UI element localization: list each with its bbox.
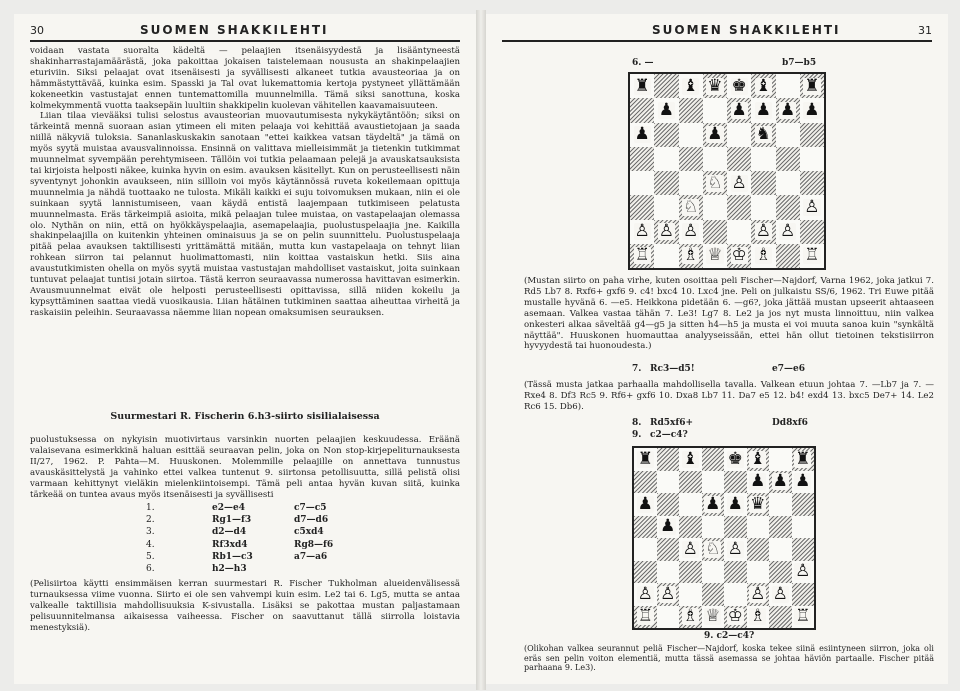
comment-text: (Olikohan valkea seurannut peliä Fischer—Najdorf, koska tekee siinä esiintyneen siirron, joka oli eräs sen pelin voiton elementiä, mutta tässä asemassa se johtaa häviön partaalle. Fischer pitää parhaana 9. Le3). bbox=[524, 644, 934, 673]
board-square bbox=[657, 538, 680, 561]
right-page bbox=[486, 14, 948, 684]
chess-diagram-2 bbox=[632, 446, 816, 630]
white-move: Rc3—d5! bbox=[650, 364, 695, 374]
white-rook-icon: ♖ bbox=[637, 606, 653, 627]
move-number: 8. bbox=[632, 418, 642, 428]
board-square bbox=[679, 471, 702, 494]
board-square bbox=[747, 538, 770, 561]
move-number: 6. bbox=[146, 564, 155, 575]
board-square bbox=[702, 493, 725, 516]
move-number: 5. bbox=[146, 551, 155, 562]
black-pawn-icon: ♟ bbox=[772, 471, 788, 492]
board-square bbox=[657, 561, 680, 584]
board-square bbox=[800, 147, 824, 171]
black-move bbox=[288, 563, 339, 575]
board-square bbox=[634, 538, 657, 561]
game-intro bbox=[30, 435, 460, 500]
board-square bbox=[703, 147, 727, 171]
closing-note-text: (Pelisiirtoa käytti ensimmäisen kerran suurmestari R. Fischer Tukholman alueidenvälisessä turnauksessa viime vuonna. Siirto ei ole sen vahvempi kuin esim. Le2 tai 6. Lg5, mutta se antaa valkealle taktillisia mahdollisuuksia K-sivustalla. Lisäksi se pakottaa mustan paljastamaan pelisuunnitelmansa aikaisessa vaiheessa. Fischer on saavuttanut tällä siirrolla loistavia menestyksiä). bbox=[30, 579, 460, 633]
board-square bbox=[800, 220, 824, 244]
black-move: e7—e6 bbox=[772, 364, 805, 374]
board-square bbox=[800, 123, 824, 147]
board-square bbox=[702, 448, 725, 471]
black-queen-icon: ♛ bbox=[707, 75, 723, 96]
white-pawn-icon: ♙ bbox=[750, 583, 766, 604]
comment-1 bbox=[524, 276, 934, 352]
white-move: d2—d4 bbox=[212, 527, 247, 538]
board-square bbox=[800, 98, 824, 122]
board-square bbox=[776, 220, 800, 244]
move-row bbox=[140, 563, 339, 575]
board-square bbox=[776, 123, 800, 147]
black-pawn-icon: ♟ bbox=[804, 99, 820, 120]
board-square bbox=[703, 123, 727, 147]
diagram2-caption: 9. c2—c4? bbox=[704, 631, 755, 641]
board-square bbox=[724, 471, 747, 494]
board-square bbox=[727, 74, 751, 98]
board-square bbox=[679, 123, 703, 147]
black-pawn-icon: ♟ bbox=[634, 124, 650, 145]
white-king-icon: ♔ bbox=[731, 245, 747, 266]
board-square bbox=[630, 244, 654, 268]
board-square bbox=[724, 493, 747, 516]
white-pawn-icon: ♙ bbox=[727, 538, 743, 559]
black-pawn-icon: ♟ bbox=[660, 516, 676, 537]
comment-text: (Tässä musta jatkaa parhaalla mahdollisella tavalla. Valkean etuun johtaa 7. —Lb7 ja 7. —Rxe4 8. Df3 Rc5 9. Rf6+ gxf6 10. Dxa8 Lb7 11. Da7 e5 12. b4! exd4 13. bxc5 De7+ 14. Le2 Rc6 15. Db6). bbox=[524, 380, 934, 412]
board-square bbox=[751, 123, 775, 147]
board-square bbox=[630, 123, 654, 147]
white-pawn-icon: ♙ bbox=[780, 221, 796, 242]
board-square bbox=[654, 98, 678, 122]
board-square bbox=[679, 98, 703, 122]
intro-text bbox=[30, 46, 460, 319]
black-pawn-icon: ♟ bbox=[780, 99, 796, 120]
board-square bbox=[747, 606, 770, 629]
board-square bbox=[724, 538, 747, 561]
board-square bbox=[769, 493, 792, 516]
move-row bbox=[140, 514, 339, 526]
white-move: e2—e4 bbox=[212, 503, 245, 513]
black-king-icon: ♚ bbox=[731, 75, 747, 96]
black-bishop-icon: ♝ bbox=[682, 448, 698, 469]
white-pawn-icon: ♙ bbox=[658, 221, 674, 242]
board-square bbox=[654, 171, 678, 195]
white-pawn-icon: ♙ bbox=[804, 196, 820, 217]
move-row bbox=[140, 539, 339, 551]
board-square bbox=[702, 561, 725, 584]
board-square bbox=[751, 220, 775, 244]
board-square bbox=[724, 606, 747, 629]
diagram1-caption-right: b7—b5 bbox=[782, 58, 817, 68]
board-square bbox=[792, 606, 815, 629]
board-square bbox=[634, 493, 657, 516]
white-rook-icon: ♖ bbox=[795, 606, 811, 627]
black-pawn-icon: ♟ bbox=[750, 471, 766, 492]
black-move: Dd8xf6 bbox=[772, 418, 808, 428]
black-king-icon: ♚ bbox=[727, 448, 743, 469]
intro-paragraph: voidaan vastata suoralta kädeltä — pelaajien itsenäisyydestä ja lisääntyneestä shakinharrastajamäärästä, joka pakoittaa jokaisen taistelemaan noususta an shakinpelaajien eturiviin. Siksi pelaajat ovat itsenäisesti ja syvällisesti alkaneet tutkia avausteoriaa ja on hämmästyttävää, kuinka esim. Spasski ja Tal ovat lukemattomia kertoja pystyneet yllättämään kokeneetkin vastustajat ennen tuntemattomilla muunnelmilla. Tämä siksi sanottuna, koska kolmekymmentä vuotta taaksepäin luultiin shakkipelin kuolevan vähitellen kaavamaisuuteen. bbox=[30, 46, 460, 111]
white-pawn-icon: ♙ bbox=[637, 583, 653, 604]
board-square bbox=[679, 244, 703, 268]
board-square bbox=[679, 583, 702, 606]
move-number: 7. bbox=[632, 364, 642, 374]
board-square bbox=[630, 220, 654, 244]
board-square bbox=[679, 606, 702, 629]
board-square bbox=[724, 561, 747, 584]
board-square bbox=[776, 74, 800, 98]
board-square bbox=[769, 471, 792, 494]
board-square bbox=[776, 195, 800, 219]
board-square bbox=[724, 583, 747, 606]
black-move: c5xd4 bbox=[294, 527, 324, 538]
board-square bbox=[769, 448, 792, 471]
board-square bbox=[634, 448, 657, 471]
board-square bbox=[679, 171, 703, 195]
white-pawn-icon: ♙ bbox=[634, 221, 650, 242]
black-pawn-icon: ♟ bbox=[658, 99, 674, 120]
board-square bbox=[702, 471, 725, 494]
move-number: 9. bbox=[632, 430, 642, 440]
black-move: d7—d6 bbox=[294, 515, 329, 526]
black-bishop-icon: ♝ bbox=[755, 75, 771, 96]
board-square bbox=[703, 244, 727, 268]
board-square bbox=[703, 195, 727, 219]
board-square bbox=[703, 98, 727, 122]
board-square bbox=[769, 561, 792, 584]
board-square bbox=[630, 171, 654, 195]
intro-paragraph: Liian tilaa vievääksi tulisi selostus avausteorian muovautumisesta nykykäytäntöön; siksi on tärkeintä mennä suoraan asian ytimeen eli miten pelaaja voi kehittää avaustietojaan ja saada niillä näkyviä tuloksia. Sananlaskuskakin sanotaan "ettei kaikkea vatsan täydeltä" ja tämä on myös syytä muistaa avausvalinnoissa. Ensinnä on valittava mielleisimmät ja tietenkin tutkimmat muunnelmat syvempään perehtymiseen. Tällöin voi tutkia pelaamaan pelejä ja avauskatsauksista tai kirjoista helposti näkee, kuinka hyvin on esim. avauksen käsitellyt. Kun on perusteellisesti näin syventynyt johonkin avaukseen, niin sillloin voi myös käytännössä ruveta kokeilemaan opittuja muunnelmia ja nähdä tuottaako ne tulosta. Mikäli kaikki ei suju toivomuksen mukaan, niin ei ole suinkaan syytä lannistumiseen, vaan käydä entistä laajempaan tutkimiseen pelatusta muunnelmasta. Eräs tärkeimpiä asioita, mikä pelaajan tulee muistaa, on vastapelaajan olemassa olo. Nythän on niin, että on hyökkäyspelaajia, asemapelaajia, puolustuspelaajia jne. Kaikilla shakinpelaajilla on kuitenkin yhteinen ominaisuus ja se on pelin suunnittelu. Puolustuspelaaja pitää pelaa avauksen taktillisesti yrittämättä mitään, mutta kun vastapelaaja on tehnyt liian rohkean siirron tai pelannut huolimattomasti, niin koittaa vastaiskun hetki. Siis aina avaustutkimisten ohella on myös syytä muistaa vastustajan mahdolliset vastaiskut, joita suinkaan tuntuvat pelaajat tuntisi jotain siirtoa. Tästä kerron seuraavassa numerossa havittavan esimerkin. Avausmuunnelmat eivät ole helposti perusteellisesti opittavissa, sillä niiden kokeilu ja kypsyttäminen saattaa viedä vuosikausia. Liian hätäinen tutkiminen saattaa aiheuttaa virheitä ja raskaisiin peleihin. Seuraavassa näemme liian nopean omaksumisen seurauksen. bbox=[30, 111, 460, 318]
board-square bbox=[657, 516, 680, 539]
board-square bbox=[724, 448, 747, 471]
white-pawn-icon: ♙ bbox=[731, 172, 747, 193]
black-bishop-icon: ♝ bbox=[683, 75, 699, 96]
board-square bbox=[634, 606, 657, 629]
board-square bbox=[800, 171, 824, 195]
board-square bbox=[654, 220, 678, 244]
board-square bbox=[792, 561, 815, 584]
board-square bbox=[747, 583, 770, 606]
board-square bbox=[747, 448, 770, 471]
board-square bbox=[702, 583, 725, 606]
board-square bbox=[751, 244, 775, 268]
white-pawn-icon: ♙ bbox=[772, 583, 788, 604]
board-square bbox=[769, 606, 792, 629]
white-bishop-icon: ♗ bbox=[683, 245, 699, 266]
white-pawn-icon: ♙ bbox=[683, 221, 699, 242]
board-square bbox=[630, 98, 654, 122]
white-move: Rf3xd4 bbox=[212, 539, 248, 550]
board-square bbox=[657, 583, 680, 606]
white-bishop-icon: ♗ bbox=[750, 606, 766, 627]
comment-3 bbox=[524, 644, 934, 673]
white-knight-icon: ♘ bbox=[683, 196, 699, 217]
board-square bbox=[727, 195, 751, 219]
board-square bbox=[654, 244, 678, 268]
black-knight-icon: ♞ bbox=[755, 124, 771, 145]
board-square bbox=[724, 516, 747, 539]
move-number: 4. bbox=[146, 539, 155, 550]
board-square bbox=[751, 74, 775, 98]
white-move: Rb1—c3 bbox=[212, 551, 253, 562]
running-title: SUOMEN SHAKKILEHTI bbox=[140, 23, 329, 37]
black-move: a7—a6 bbox=[294, 551, 328, 562]
page-number: 31 bbox=[918, 24, 932, 37]
board-square bbox=[679, 448, 702, 471]
board-square bbox=[792, 538, 815, 561]
board-square bbox=[747, 471, 770, 494]
board-square bbox=[769, 538, 792, 561]
board-square bbox=[630, 195, 654, 219]
board-square bbox=[679, 561, 702, 584]
page-number: 30 bbox=[30, 24, 44, 37]
board-square bbox=[800, 244, 824, 268]
board-square bbox=[776, 171, 800, 195]
board-square bbox=[630, 147, 654, 171]
board-square bbox=[703, 220, 727, 244]
white-move: Rg1—f3 bbox=[212, 515, 252, 526]
board-square bbox=[769, 516, 792, 539]
move-number: 1. bbox=[146, 503, 155, 513]
black-pawn-icon: ♟ bbox=[727, 493, 743, 514]
board-square bbox=[702, 538, 725, 561]
board-square bbox=[747, 516, 770, 539]
board-square bbox=[703, 171, 727, 195]
board-square bbox=[776, 147, 800, 171]
left-page bbox=[14, 14, 476, 684]
book-gutter bbox=[476, 10, 486, 690]
board-square bbox=[654, 195, 678, 219]
black-pawn-icon: ♟ bbox=[707, 124, 723, 145]
diagram1-caption-left: 6. — bbox=[632, 58, 654, 68]
white-pawn-icon: ♙ bbox=[795, 561, 811, 582]
move-row bbox=[140, 502, 339, 514]
white-king-icon: ♔ bbox=[727, 606, 743, 627]
game-intro-paragraph: puolustuksessa on nykyisin muotivirtaus varsinkin nuorten pelaajien keskuudessa. Eräänä valaisevana esimerkkinä haluan esittää seuraavan pelin, joka on Non stop-kirjepeliturnauksesta II/27, 1962. P. Pahta—M. Huuskonen. Molemmille pelaajille on annettava tunnustus avauskäsittelystä ja vahinko ettei valkea tuntenut 9. siirtonsa petollisuutta, sillä pelistä olisi varmaan kehittynyt vieläkin mielenkiintoisempi. Tämä peli antaa hyvän kuvan siitä, kuinka tärkeää on tuntea avaus myös itsenäisesti ja syvällisesti bbox=[30, 435, 460, 500]
black-pawn-icon: ♟ bbox=[731, 99, 747, 120]
board-square bbox=[747, 493, 770, 516]
closing-note bbox=[30, 579, 460, 634]
board-square bbox=[751, 195, 775, 219]
comment-text: (Mustan siirto on paha virhe, kuten osoittaa peli Fischer—Najdorf, Varna 1962, joka jatkui 7. Rd5 Lb7 8. Rxf6+ gxf6 9. c4! bxc4 10. Lxc4 jne. Peli on julkaistu SS/6, 1962. Tri Euwe pitää mustalle hyvänä 6. —e5. Heikkona pidetään 6. —g6?, joka jättää mustan upseerit ahtaaseen asemaan. Valkea vastaa tähän 7. Le3! Lg7 8. Le2 ja jos nyt musta linnoittuu, niin valkea onkesteri alkaa sävelt​ää g4—g5 ja sitten h4—h5 ja musta ei voi muuta sanoa kuin "synkältä näyttää". Huuskonen huomauttaa analyyseissään, ettei hän ollut tietoinen tekstisiirron hyvyydestä tai huonoudesta.) bbox=[524, 276, 934, 352]
running-title: SUOMEN SHAKKILEHTI bbox=[652, 23, 841, 37]
right-running-head bbox=[502, 20, 932, 42]
board-square bbox=[800, 74, 824, 98]
opening-moves bbox=[140, 502, 339, 575]
black-pawn-icon: ♟ bbox=[755, 99, 771, 120]
comment-2 bbox=[524, 380, 934, 413]
board-square bbox=[657, 606, 680, 629]
black-rook-icon: ♜ bbox=[804, 75, 820, 96]
board-square bbox=[751, 98, 775, 122]
board-square bbox=[747, 561, 770, 584]
white-move: h2—h3 bbox=[212, 564, 247, 575]
black-rook-icon: ♜ bbox=[634, 75, 650, 96]
board-square bbox=[702, 516, 725, 539]
black-move: c7—c5 bbox=[294, 503, 327, 513]
board-square bbox=[654, 74, 678, 98]
board-square bbox=[634, 471, 657, 494]
black-pawn-icon: ♟ bbox=[637, 493, 653, 514]
board-square bbox=[703, 74, 727, 98]
white-queen-icon: ♕ bbox=[705, 606, 721, 627]
board-square bbox=[634, 583, 657, 606]
board-square bbox=[727, 98, 751, 122]
board-square bbox=[679, 74, 703, 98]
black-pawn-icon: ♟ bbox=[795, 471, 811, 492]
white-knight-icon: ♘ bbox=[705, 538, 721, 559]
board-square bbox=[679, 195, 703, 219]
white-queen-icon: ♕ bbox=[707, 245, 723, 266]
board-square bbox=[679, 516, 702, 539]
black-rook-icon: ♜ bbox=[795, 448, 811, 469]
black-bishop-icon: ♝ bbox=[750, 448, 766, 469]
black-rook-icon: ♜ bbox=[637, 448, 653, 469]
white-pawn-icon: ♙ bbox=[660, 583, 676, 604]
white-rook-icon: ♖ bbox=[804, 245, 820, 266]
board-square bbox=[792, 583, 815, 606]
board-square bbox=[776, 244, 800, 268]
board-square bbox=[679, 538, 702, 561]
board-square bbox=[702, 606, 725, 629]
white-move: Rd5xf6+ bbox=[650, 418, 694, 428]
game-heading: Suurmestari R. Fischerin 6.h3-siirto sisilialaisessa bbox=[110, 411, 380, 422]
left-running-head bbox=[30, 20, 460, 42]
black-move: Rg8—f6 bbox=[294, 539, 334, 550]
board-square bbox=[792, 471, 815, 494]
board-square bbox=[800, 195, 824, 219]
board-square bbox=[727, 147, 751, 171]
board-square bbox=[679, 220, 703, 244]
board-square bbox=[727, 244, 751, 268]
chess-diagram-1 bbox=[628, 72, 826, 270]
board-square bbox=[679, 147, 703, 171]
black-pawn-icon: ♟ bbox=[705, 493, 721, 514]
board-square bbox=[654, 123, 678, 147]
board-square bbox=[679, 493, 702, 516]
move-row bbox=[140, 526, 339, 538]
board-square bbox=[727, 123, 751, 147]
move-number: 3. bbox=[146, 527, 155, 538]
white-knight-icon: ♘ bbox=[707, 172, 723, 193]
board-square bbox=[751, 171, 775, 195]
move-row bbox=[140, 551, 339, 563]
board-square bbox=[727, 220, 751, 244]
board-square bbox=[634, 516, 657, 539]
board-square bbox=[792, 493, 815, 516]
white-rook-icon: ♖ bbox=[634, 245, 650, 266]
white-bishop-icon: ♗ bbox=[755, 245, 771, 266]
board-square bbox=[769, 583, 792, 606]
board-square bbox=[657, 448, 680, 471]
board-square bbox=[657, 471, 680, 494]
board-square bbox=[657, 493, 680, 516]
white-pawn-icon: ♙ bbox=[755, 221, 771, 242]
board-square bbox=[751, 147, 775, 171]
white-pawn-icon: ♙ bbox=[682, 538, 698, 559]
white-move: c2—c4? bbox=[650, 430, 688, 440]
white-bishop-icon: ♗ bbox=[682, 606, 698, 627]
board-square bbox=[727, 171, 751, 195]
board-square bbox=[792, 448, 815, 471]
board-square bbox=[634, 561, 657, 584]
board-square bbox=[776, 98, 800, 122]
board-square bbox=[792, 516, 815, 539]
board-square bbox=[654, 147, 678, 171]
black-queen-icon: ♛ bbox=[750, 493, 766, 514]
move-number: 2. bbox=[146, 515, 155, 526]
board-square bbox=[630, 74, 654, 98]
